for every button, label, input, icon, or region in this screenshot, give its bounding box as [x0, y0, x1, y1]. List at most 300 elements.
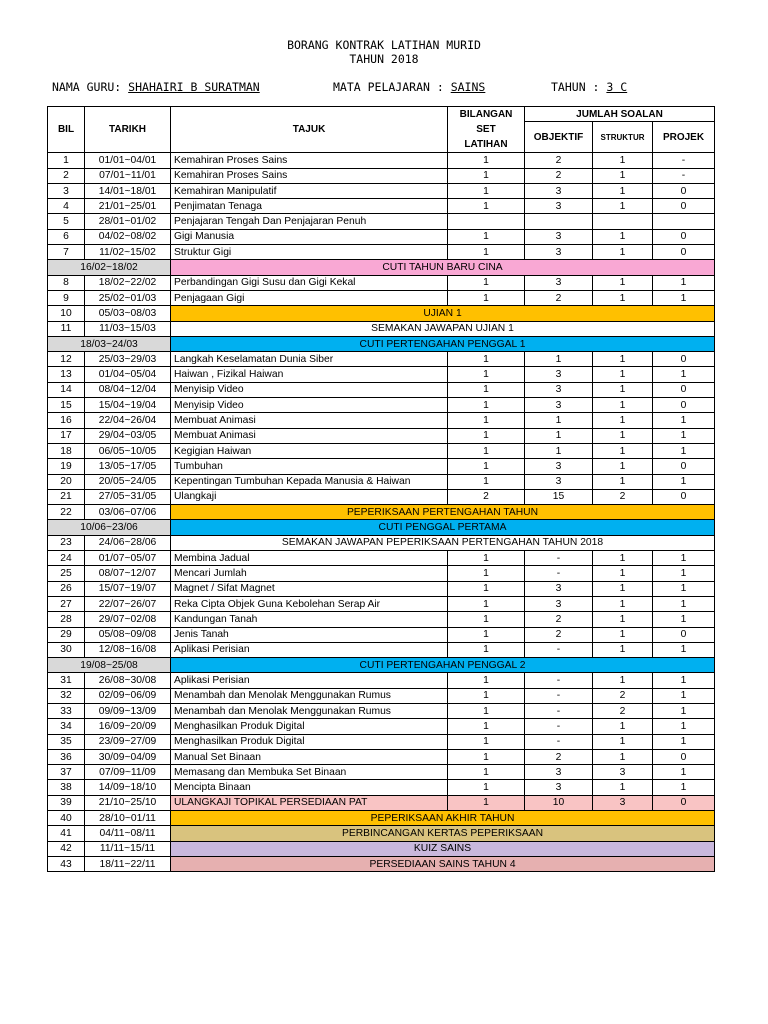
row-objektif: 3: [525, 183, 593, 198]
row-struktur: 1: [593, 551, 653, 566]
row-tarikh: 23/09~27/09: [85, 734, 171, 749]
row-projek: 1: [653, 428, 715, 443]
row-set-latihan: 1: [448, 183, 525, 198]
row-bil: 17: [48, 428, 85, 443]
event-label: PERBINCANGAN KERTAS PEPERIKSAAN: [171, 826, 715, 841]
row-bil: 19: [48, 459, 85, 474]
table-row: [48, 214, 715, 229]
holiday-date: 10/06~23/06: [48, 520, 171, 535]
header-struktur: STRUKTUR: [593, 122, 653, 153]
table-row: [48, 551, 715, 566]
row-objektif: 15: [525, 489, 593, 504]
event-label: PERSEDIAAN SAINS TAHUN 4: [171, 856, 715, 871]
table-row: [48, 612, 715, 627]
row-tajuk: Kemahiran Manipulatif: [171, 183, 448, 198]
row-objektif: 2: [525, 749, 593, 764]
row-tajuk: Struktur Gigi: [171, 245, 448, 260]
row-objektif: 2: [525, 627, 593, 642]
table-row: [48, 841, 715, 856]
row-struktur: 1: [593, 474, 653, 489]
row-tajuk: ULANGKAJI TOPIKAL PERSEDIAAN PAT: [171, 795, 448, 810]
row-objektif: -: [525, 719, 593, 734]
table-row: [48, 183, 715, 198]
row-set-latihan: 1: [448, 627, 525, 642]
row-bil: 10: [48, 306, 85, 321]
holiday-label: CUTI PERTENGAHAN PENGGAL 1: [171, 336, 715, 351]
row-struktur: 1: [593, 627, 653, 642]
event-label: PEPERIKSAAN AKHIR TAHUN: [171, 811, 715, 826]
header-bilangan-set-latihan: [448, 107, 525, 153]
row-bil: 14: [48, 382, 85, 397]
row-struktur: 1: [593, 352, 653, 367]
table-row: [48, 260, 715, 275]
table-row: [48, 229, 715, 244]
row-tarikh: 18/11~22/11: [85, 856, 171, 871]
row-set-latihan: 1: [448, 642, 525, 657]
table-row: [48, 367, 715, 382]
subject-value: SAINS: [450, 80, 486, 94]
row-set-latihan: 1: [448, 459, 525, 474]
row-tarikh: 12/08~16/08: [85, 642, 171, 657]
row-projek: 0: [653, 245, 715, 260]
table-row: [48, 673, 715, 688]
table-row: [48, 795, 715, 810]
row-set-latihan: 1: [448, 153, 525, 168]
table-row: [48, 321, 715, 336]
row-tarikh: 01/04~05/04: [85, 367, 171, 382]
row-set-latihan: 1: [448, 290, 525, 305]
row-tarikh: 01/07~05/07: [85, 551, 171, 566]
row-bil: 12: [48, 352, 85, 367]
row-set-latihan: 1: [448, 780, 525, 795]
table-row: [48, 290, 715, 305]
row-objektif: 1: [525, 352, 593, 367]
row-projek: 1: [653, 765, 715, 780]
class-value: 3 C: [606, 80, 628, 94]
row-projek: 1: [653, 474, 715, 489]
header-projek: PROJEK: [653, 122, 715, 153]
row-set-latihan: 1: [448, 352, 525, 367]
row-bil: 36: [48, 749, 85, 764]
row-objektif: 10: [525, 795, 593, 810]
row-bil: 26: [48, 581, 85, 596]
row-tajuk: Penjimatan Tenaga: [171, 199, 448, 214]
row-projek: 0: [653, 352, 715, 367]
row-tarikh: 22/04~26/04: [85, 413, 171, 428]
row-objektif: 3: [525, 596, 593, 611]
row-bil: 3: [48, 183, 85, 198]
row-bil: 20: [48, 474, 85, 489]
row-tarikh: 25/03~29/03: [85, 352, 171, 367]
row-objektif: 2: [525, 290, 593, 305]
row-bil: 37: [48, 765, 85, 780]
row-tarikh: 30/09~04/09: [85, 749, 171, 764]
row-tarikh: 26/08~30/08: [85, 673, 171, 688]
row-tajuk: Aplikasi Perisian: [171, 673, 448, 688]
row-tajuk: Menghasilkan Produk Digital: [171, 719, 448, 734]
row-objektif: 3: [525, 780, 593, 795]
class-label: TAHUN :: [551, 80, 607, 94]
table-row: [48, 474, 715, 489]
row-projek: 0: [653, 199, 715, 214]
row-objektif: 3: [525, 474, 593, 489]
row-projek: 1: [653, 673, 715, 688]
row-objektif: -: [525, 703, 593, 718]
row-tarikh: 13/05~17/05: [85, 459, 171, 474]
row-tajuk: Tumbuhan: [171, 459, 448, 474]
row-set-latihan: 1: [448, 428, 525, 443]
row-tajuk: Penjagaan Gigi: [171, 290, 448, 305]
subject-field: [333, 80, 485, 94]
row-struktur: 1: [593, 719, 653, 734]
row-projek: 1: [653, 688, 715, 703]
row-set-latihan: 1: [448, 566, 525, 581]
row-bil: 30: [48, 642, 85, 657]
row-bil: 8: [48, 275, 85, 290]
row-struktur: 1: [593, 168, 653, 183]
row-tarikh: 06/05~10/05: [85, 443, 171, 458]
row-bil: 21: [48, 489, 85, 504]
row-bil: 22: [48, 505, 85, 520]
row-bil: 35: [48, 734, 85, 749]
row-objektif: 3: [525, 382, 593, 397]
table-row: [48, 443, 715, 458]
table-row: [48, 658, 715, 673]
row-tarikh: 02/09~06/09: [85, 688, 171, 703]
event-label: KUIZ SAINS: [171, 841, 715, 856]
row-tarikh: 07/01~11/01: [85, 168, 171, 183]
event-label: SEMAKAN JAWAPAN PEPERIKSAAN PERTENGAHAN TAHUN 2018: [171, 535, 715, 550]
row-tajuk: Kandungan Tanah: [171, 612, 448, 627]
row-struktur: 1: [593, 428, 653, 443]
row-tarikh: 08/04~12/04: [85, 382, 171, 397]
event-label: PEPERIKSAAN PERTENGAHAN TAHUN: [171, 505, 715, 520]
row-objektif: 3: [525, 765, 593, 780]
row-struktur: 1: [593, 290, 653, 305]
row-tarikh: 08/07~12/07: [85, 566, 171, 581]
row-struktur: 1: [593, 780, 653, 795]
row-bil: 11: [48, 321, 85, 336]
row-tarikh: 29/04~03/05: [85, 428, 171, 443]
row-bil: 23: [48, 535, 85, 550]
header-objektif: OBJEKTIF: [525, 122, 593, 153]
row-projek: 1: [653, 719, 715, 734]
row-bil: 2: [48, 168, 85, 183]
row-set-latihan: 1: [448, 474, 525, 489]
row-tajuk: Kepentingan Tumbuhan Kepada Manusia & Haiwan: [171, 474, 448, 489]
row-objektif: 2: [525, 168, 593, 183]
row-bil: 29: [48, 627, 85, 642]
row-bil: 38: [48, 780, 85, 795]
row-bil: 27: [48, 596, 85, 611]
row-projek: 0: [653, 382, 715, 397]
row-tarikh: 22/07~26/07: [85, 596, 171, 611]
row-objektif: 1: [525, 428, 593, 443]
row-tajuk: Jenis Tanah: [171, 627, 448, 642]
row-tajuk: Menambah dan Menolak Menggunakan Rumus: [171, 688, 448, 703]
row-projek: 1: [653, 551, 715, 566]
row-tarikh: 18/02~22/02: [85, 275, 171, 290]
schedule-table: [47, 106, 715, 872]
row-objektif: 3: [525, 367, 593, 382]
row-tarikh: 25/02~01/03: [85, 290, 171, 305]
row-set-latihan: 1: [448, 275, 525, 290]
table-row: [48, 199, 715, 214]
row-tarikh: 14/09~18/10: [85, 780, 171, 795]
row-tarikh: 15/07~19/07: [85, 581, 171, 596]
row-projek: -: [653, 168, 715, 183]
row-tarikh: 20/05~24/05: [85, 474, 171, 489]
row-bil: 34: [48, 719, 85, 734]
table-row: [48, 459, 715, 474]
row-set-latihan: 1: [448, 795, 525, 810]
row-objektif: -: [525, 734, 593, 749]
row-projek: 1: [653, 367, 715, 382]
table-row: [48, 765, 715, 780]
row-struktur: 1: [593, 153, 653, 168]
row-objektif: -: [525, 551, 593, 566]
row-bil: 39: [48, 795, 85, 810]
row-objektif: 3: [525, 581, 593, 596]
table-row: [48, 535, 715, 550]
row-tarikh: 03/06~07/06: [85, 505, 171, 520]
holiday-date: 19/08~25/08: [48, 658, 171, 673]
row-tajuk: Menghasilkan Produk Digital: [171, 734, 448, 749]
row-projek: 0: [653, 229, 715, 244]
row-tajuk: Ulangkaji: [171, 489, 448, 504]
holiday-date: 16/02~18/02: [48, 260, 171, 275]
table-row: [48, 352, 715, 367]
header-jumlah-soalan: JUMLAH SOALAN: [525, 107, 715, 122]
row-projek: 0: [653, 398, 715, 413]
row-tajuk: Menambah dan Menolak Menggunakan Rumus: [171, 703, 448, 718]
row-tarikh: 24/06~28/06: [85, 535, 171, 550]
row-bil: 4: [48, 199, 85, 214]
row-struktur: 1: [593, 199, 653, 214]
row-set-latihan: 1: [448, 229, 525, 244]
row-projek: 1: [653, 734, 715, 749]
row-tajuk: Magnet / Sifat Magnet: [171, 581, 448, 596]
row-tarikh: 28/10~01/11: [85, 811, 171, 826]
row-tarikh: 11/03~15/03: [85, 321, 171, 336]
row-struktur: 1: [593, 367, 653, 382]
row-tarikh: 07/09~11/09: [85, 765, 171, 780]
row-bil: 40: [48, 811, 85, 826]
row-set-latihan: 1: [448, 551, 525, 566]
row-bil: 32: [48, 688, 85, 703]
row-struktur: 1: [593, 413, 653, 428]
row-struktur: 1: [593, 673, 653, 688]
table-row: [48, 413, 715, 428]
holiday-label: CUTI PERTENGAHAN PENGGAL 2: [171, 658, 715, 673]
row-set-latihan: 1: [448, 688, 525, 703]
row-projek: -: [653, 153, 715, 168]
table-row: [48, 153, 715, 168]
row-bil: 31: [48, 673, 85, 688]
row-set-latihan: 1: [448, 382, 525, 397]
row-set-latihan: 1: [448, 443, 525, 458]
row-set-latihan: 1: [448, 673, 525, 688]
row-struktur: 1: [593, 749, 653, 764]
table-row: [48, 811, 715, 826]
row-projek: 1: [653, 290, 715, 305]
row-objektif: 1: [525, 443, 593, 458]
row-projek: 0: [653, 627, 715, 642]
row-tarikh: 29/07~02/08: [85, 612, 171, 627]
row-projek: 1: [653, 581, 715, 596]
row-tarikh: 05/03~08/03: [85, 306, 171, 321]
table-row: [48, 749, 715, 764]
row-struktur: 1: [593, 581, 653, 596]
subject-label: MATA PELAJARAN :: [333, 80, 451, 94]
row-projek: 1: [653, 443, 715, 458]
row-tajuk: Aplikasi Perisian: [171, 642, 448, 657]
table-row: [48, 306, 715, 321]
row-tajuk: Manual Set Binaan: [171, 749, 448, 764]
row-tajuk: Membuat Animasi: [171, 413, 448, 428]
row-projek: 1: [653, 612, 715, 627]
table-row: [48, 505, 715, 520]
holiday-label: CUTI PENGGAL PERTAMA: [171, 520, 715, 535]
row-projek: 1: [653, 275, 715, 290]
row-projek: 1: [653, 703, 715, 718]
form-year: TAHUN 2018: [349, 52, 419, 66]
row-struktur: 1: [593, 443, 653, 458]
row-tajuk: Membuat Animasi: [171, 428, 448, 443]
table-row: [48, 627, 715, 642]
table-row: [48, 688, 715, 703]
row-projek: 0: [653, 489, 715, 504]
row-set-latihan: 1: [448, 199, 525, 214]
row-set-latihan: 1: [448, 581, 525, 596]
header-bilangan-line3: LATIHAN: [464, 139, 508, 151]
row-objektif: 3: [525, 229, 593, 244]
row-objektif: 1: [525, 413, 593, 428]
row-objektif: -: [525, 673, 593, 688]
row-objektif: 3: [525, 199, 593, 214]
row-objektif: 3: [525, 245, 593, 260]
row-bil: 42: [48, 841, 85, 856]
row-tarikh: 14/01~18/01: [85, 183, 171, 198]
row-bil: 18: [48, 443, 85, 458]
row-bil: 1: [48, 153, 85, 168]
row-tarikh: 21/01~25/01: [85, 199, 171, 214]
table-row: [48, 596, 715, 611]
row-objektif: 3: [525, 398, 593, 413]
row-objektif: [525, 214, 593, 229]
form-title: BORANG KONTRAK LATIHAN MURID: [287, 38, 481, 52]
table-row: [48, 566, 715, 581]
row-set-latihan: 1: [448, 719, 525, 734]
table-row: [48, 856, 715, 871]
table-row: [48, 489, 715, 504]
row-tajuk: Membina Jadual: [171, 551, 448, 566]
row-objektif: 2: [525, 153, 593, 168]
table-row: [48, 719, 715, 734]
row-struktur: 2: [593, 489, 653, 504]
row-bil: 7: [48, 245, 85, 260]
row-set-latihan: 1: [448, 749, 525, 764]
table-row: [48, 245, 715, 260]
table-row: [48, 703, 715, 718]
row-struktur: 1: [593, 275, 653, 290]
row-bil: 33: [48, 703, 85, 718]
table-row: [48, 520, 715, 535]
row-tarikh: 15/04~19/04: [85, 398, 171, 413]
row-struktur: [593, 214, 653, 229]
row-tajuk: Mencari Jumlah: [171, 566, 448, 581]
row-projek: 0: [653, 183, 715, 198]
row-objektif: 3: [525, 275, 593, 290]
row-tarikh: 01/01~04/01: [85, 153, 171, 168]
row-objektif: 2: [525, 612, 593, 627]
row-tajuk: Haiwan , Fizikal Haiwan: [171, 367, 448, 382]
row-bil: 15: [48, 398, 85, 413]
table-row: [48, 642, 715, 657]
row-projek: 0: [653, 749, 715, 764]
table-row: [48, 780, 715, 795]
row-projek: 0: [653, 795, 715, 810]
row-bil: 28: [48, 612, 85, 627]
row-tarikh: 16/09~20/09: [85, 719, 171, 734]
row-struktur: 1: [593, 382, 653, 397]
row-bil: 41: [48, 826, 85, 841]
row-tajuk: Langkah Keselamatan Dunia Siber: [171, 352, 448, 367]
row-tarikh: 05/08~09/08: [85, 627, 171, 642]
row-set-latihan: 1: [448, 168, 525, 183]
row-set-latihan: 1: [448, 398, 525, 413]
row-struktur: 1: [593, 642, 653, 657]
row-tarikh: 04/11~08/11: [85, 826, 171, 841]
row-struktur: 1: [593, 459, 653, 474]
header-bilangan-line2: SET: [476, 124, 496, 136]
row-objektif: -: [525, 688, 593, 703]
row-struktur: 1: [593, 612, 653, 627]
row-set-latihan: 1: [448, 596, 525, 611]
table-row: [48, 428, 715, 443]
row-set-latihan: 1: [448, 245, 525, 260]
row-tarikh: 04/02~08/02: [85, 229, 171, 244]
row-bil: 5: [48, 214, 85, 229]
row-bil: 9: [48, 290, 85, 305]
teacher-label: NAMA GURU:: [52, 80, 129, 94]
row-set-latihan: 1: [448, 765, 525, 780]
row-struktur: 1: [593, 398, 653, 413]
row-set-latihan: [448, 214, 525, 229]
row-struktur: 1: [593, 183, 653, 198]
row-tarikh: 11/02~15/02: [85, 245, 171, 260]
row-bil: 13: [48, 367, 85, 382]
row-set-latihan: 2: [448, 489, 525, 504]
event-label: UJIAN 1: [171, 306, 715, 321]
header-tarikh: TARIKH: [85, 107, 171, 153]
row-tajuk: Menyisip Video: [171, 398, 448, 413]
header-bil: BIL: [48, 107, 85, 153]
row-set-latihan: 1: [448, 612, 525, 627]
row-struktur: 1: [593, 229, 653, 244]
table-row: [48, 734, 715, 749]
teacher-name-field: [52, 80, 260, 94]
event-label: SEMAKAN JAWAPAN UJIAN 1: [171, 321, 715, 336]
row-tajuk: Perbandingan Gigi Susu dan Gigi Kekal: [171, 275, 448, 290]
row-tajuk: Mencipta Binaan: [171, 780, 448, 795]
row-struktur: 2: [593, 703, 653, 718]
header-tajuk: TAJUK: [171, 107, 448, 153]
header-bilangan-line1: BILANGAN: [459, 109, 513, 121]
row-tajuk: Kemahiran Proses Sains: [171, 168, 448, 183]
row-tarikh: 21/10~25/10: [85, 795, 171, 810]
row-objektif: -: [525, 566, 593, 581]
